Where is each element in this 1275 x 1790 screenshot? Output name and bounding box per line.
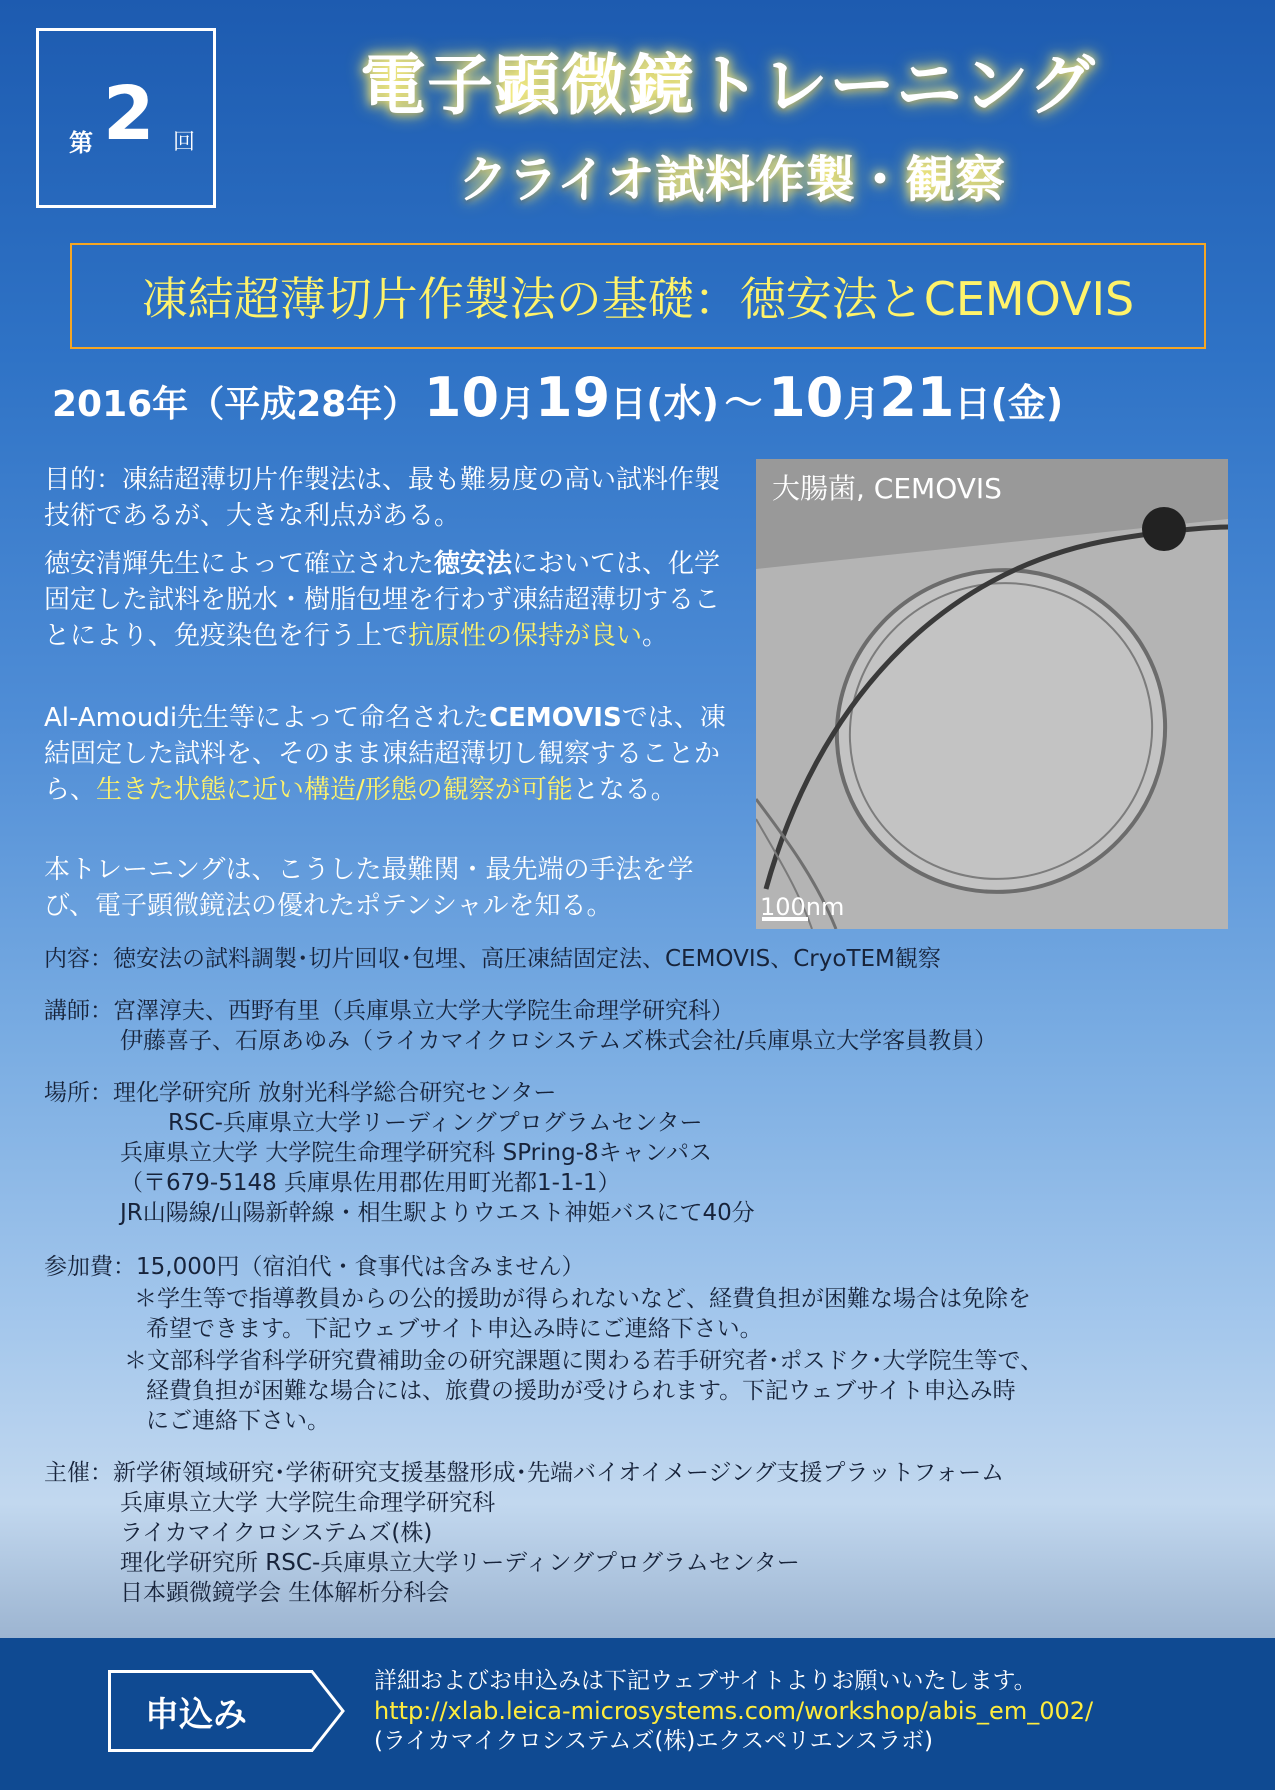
place-line-5: JR山陽線/山陽新幹線・相生駅よりウエスト神姫バスにて40分	[120, 1200, 755, 1226]
date-start-day: 19	[535, 366, 611, 429]
date-end-weekday: (金)	[990, 381, 1064, 425]
date-separator: ～	[724, 381, 763, 425]
date-end-month-unit: 月	[843, 384, 880, 425]
date-start-month-unit: 月	[499, 384, 536, 425]
main-title: 電子顕微鏡トレーニング	[360, 47, 1096, 124]
place-line-1: 場所：理化学研究所 放射光科学総合研究センター	[44, 1080, 557, 1106]
intro-cemovis-c: では、凍結固定した試料を、そのまま凍結超薄切し観察することから、	[44, 703, 726, 805]
micrograph-label: 大腸菌, CEMOVIS	[772, 472, 1002, 505]
place-line-4: （〒679-5148 兵庫県佐用郡佐用町光都1-1-1）	[120, 1170, 621, 1196]
badge-dai: 第	[69, 129, 93, 157]
footer-bar	[0, 1638, 1275, 1790]
content-line: 内容：徳安法の試料調製･切片回収･包埋、高圧凍結固定法、CEMOVIS、CryoTEM観察	[44, 946, 941, 972]
intro-tokuyasu	[44, 546, 734, 654]
apply-button-label: 申込み	[145, 1694, 247, 1735]
intro-purpose: 目的：凍結超薄切片作製法は、最も難易度の高い試料作製技術であるが、大きな利点がある。	[44, 465, 721, 531]
footer-info	[374, 1666, 1093, 1756]
application-url-link[interactable]: http://xlab.leica-microsystems.com/workshop/abis_em_002/	[374, 1697, 1094, 1725]
em-micrograph	[756, 459, 1228, 929]
intro-tokuyasu-a: 徳安清輝先生によって確立された	[44, 549, 435, 579]
fee-line-4: ＊文部科学省科学研究費補助金の研究課題に関わる若手研究者･ポスドク･大学院生等で、	[124, 1348, 1044, 1374]
main-subtitle: クライオ試料作製・観察	[458, 151, 1005, 209]
fee-line-3: 希望できます。下記ウェブサイト申込み時にご連絡下さい。	[146, 1316, 763, 1342]
date-end-day-unit: 日	[954, 384, 991, 425]
badge-number: 2	[103, 71, 155, 157]
scale-bar-label: 100nm	[760, 893, 845, 921]
fee-line-2: ＊学生等で指導教員からの公的援助が得られないなど、経費負担が困難な場合は免除を	[134, 1286, 1031, 1312]
fee-line-6: にご連絡下さい。	[146, 1408, 330, 1434]
apply-button[interactable]	[108, 1670, 313, 1752]
footer-line-3: (ライカマイクロシステムズ(株)エクスペリエンスラボ)	[374, 1728, 933, 1754]
organizer-line-1: 主催：新学術領域研究･学術研究支援基盤形成･先端バイオイメージング支援プラットフォーム	[44, 1460, 1005, 1486]
apply-arrow-icon[interactable]	[310, 1670, 346, 1752]
session-badge	[36, 28, 216, 208]
intro-cemovis-highlight: 生きた状態に近い構造/形態の観察が可能	[96, 775, 573, 805]
date-start-month: 10	[423, 366, 500, 429]
date-year: 2016年（平成28年）	[52, 384, 419, 425]
topic-text: 凍結超薄切片作製法の基礎：徳安法とCEMOVIS	[141, 272, 1135, 326]
intro-tokuyasu-b: 徳安法	[434, 549, 513, 579]
date-end-day: 21	[879, 366, 955, 429]
micrograph-image	[756, 459, 1228, 929]
badge-kai: 回	[173, 130, 196, 155]
intro-cemovis-a: Al-Amoudi先生等によって命名された	[44, 703, 490, 733]
organizer-line-2: 兵庫県立大学 大学院生命理学研究科	[120, 1490, 496, 1516]
organizer-line-4: 理化学研究所 RSC-兵庫県立大学リーディングプログラムセンター	[120, 1550, 800, 1576]
date-start-day-unit: 日	[610, 384, 647, 425]
intro-cemovis-b: CEMOVIS	[489, 703, 622, 733]
topic-box	[70, 243, 1206, 349]
date-start-weekday: (水)	[646, 381, 719, 425]
place-line-3: 兵庫県立大学 大学院生命理学研究科 SPring-8キャンパス	[120, 1140, 713, 1166]
intro-cemovis	[44, 700, 734, 808]
intro-tokuyasu-highlight: 抗原性の保持が良い	[408, 621, 643, 651]
intro-tokuyasu-e: 。	[642, 621, 669, 651]
fee-line-5: 経費負担が困難な場合には、旅費の援助が受けられます。下記ウェブサイト申込み時	[146, 1378, 1016, 1404]
footer-line-1: 詳細およびお申込みは下記ウェブサイトよりお願いいたします。	[374, 1668, 1037, 1694]
place-line-2: RSC-兵庫県立大学リーディングプログラムセンター	[168, 1110, 703, 1136]
lecturer-line-2: 伊藤喜子、石原あゆみ（ライカマイクロシステムズ株式会社/兵庫県立大学客員教員）	[120, 1028, 998, 1054]
fee-line-1: 参加費：15,000円（宿泊代・食事代は含みません）	[44, 1254, 585, 1280]
intro-tokuyasu-c: においては、化学固定した試料を脱水・樹脂包埋を行わず凍結超薄切することにより、免疫染色を行う上で	[44, 549, 721, 651]
date-end-month: 10	[768, 366, 844, 429]
lecturer-line-1: 講師：宮澤淳夫、西野有里（兵庫県立大学大学院生命理学研究科）	[44, 998, 734, 1024]
organizer-line-3: ライカマイクロシステムズ(株)	[120, 1520, 433, 1546]
event-date	[52, 366, 1063, 429]
intro-training: 本トレーニングは、こうした最難関・最先端の手法を学び、電子顕微鏡法の優れたポテンシャルを知る。	[44, 855, 694, 921]
intro-cemovis-e: となる。	[572, 775, 677, 805]
organizer-line-5: 日本顕微鏡学会 生体解析分科会	[120, 1580, 450, 1606]
